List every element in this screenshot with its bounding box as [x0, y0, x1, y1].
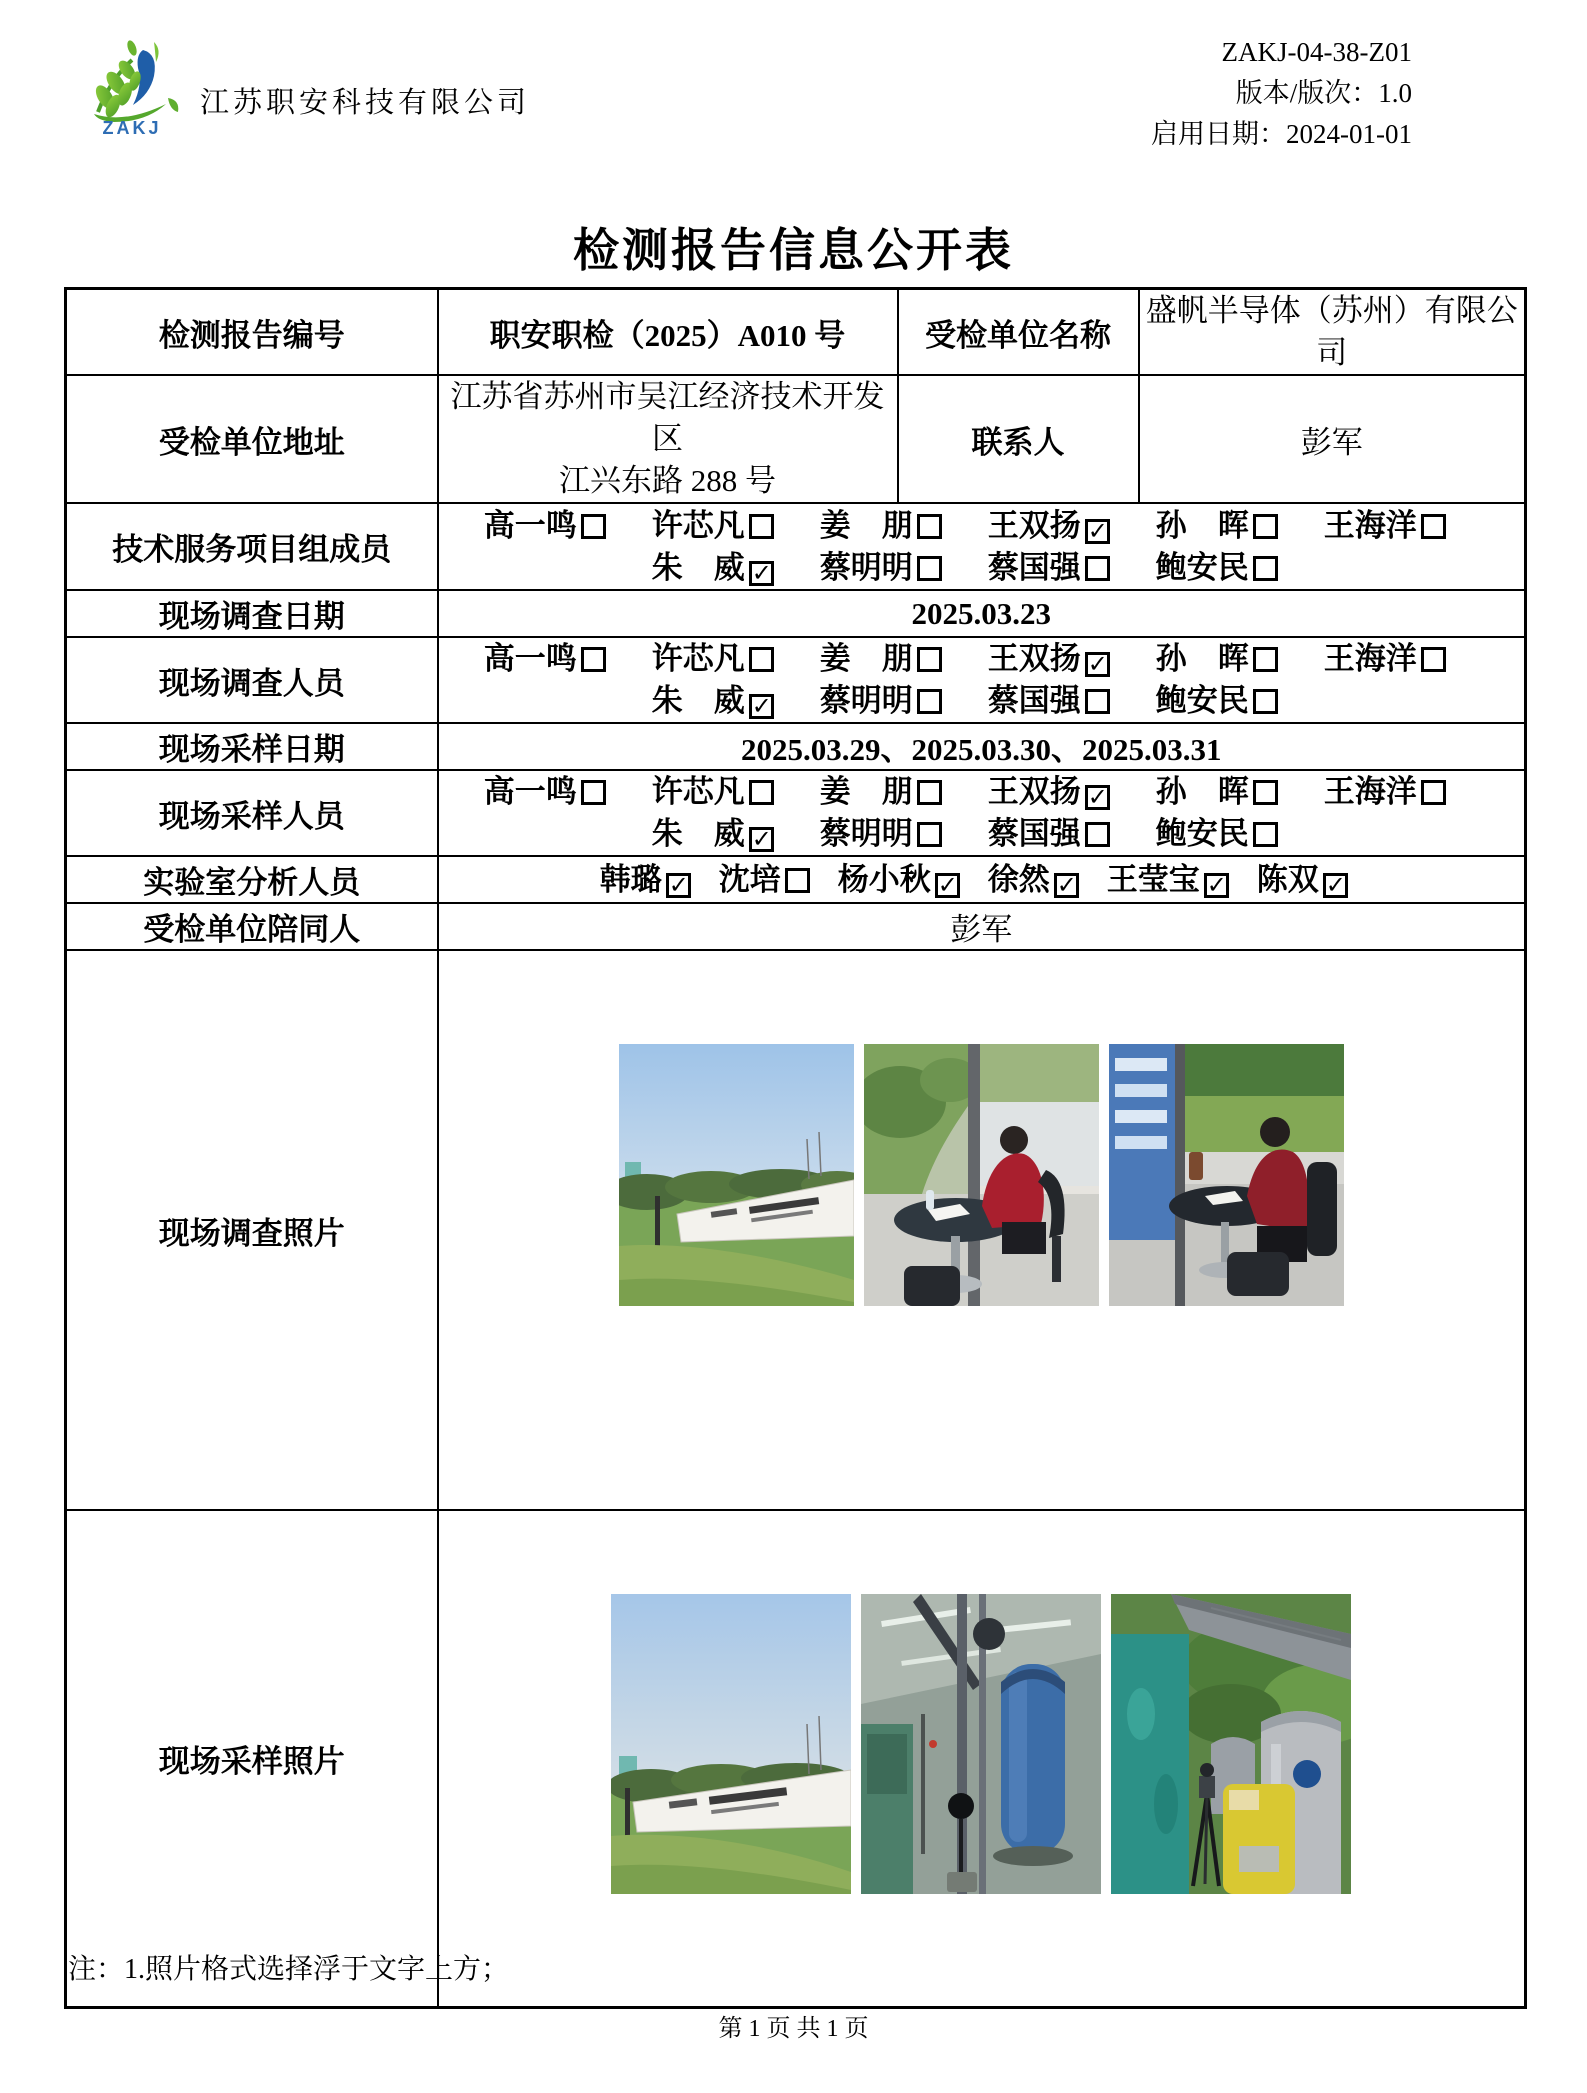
staff-member [988, 638, 1110, 680]
unchecked-checkbox [749, 647, 774, 672]
staff-member-name: 蔡明明 [819, 683, 913, 718]
photo-indoor-survey-interview-2 [1109, 1044, 1344, 1306]
staff-member [484, 505, 606, 547]
unchecked-checkbox [749, 780, 774, 805]
unchecked-checkbox [917, 689, 942, 714]
staff-member-name: 蔡明明 [819, 816, 913, 851]
contact-value: 彭军 [1139, 375, 1526, 503]
staff-member [1156, 638, 1278, 680]
staff-member [988, 547, 1110, 589]
unchecked-checkbox [1253, 514, 1278, 539]
doc-code: ZAKJ-04-38-Z01 [1221, 37, 1412, 67]
staff-member-name: 许芯凡 [651, 774, 745, 809]
sampling-photo-label: 现场采样照片 [66, 1510, 438, 2007]
table-row [66, 770, 1526, 856]
team-label: 技术服务项目组成员 [66, 503, 438, 590]
unchecked-checkbox [1253, 689, 1278, 714]
staff-member-name: 王海洋 [1323, 507, 1417, 543]
staff-member [820, 771, 942, 813]
checked-checkbox: ✓ [666, 873, 691, 898]
table-row [66, 903, 1526, 950]
survey-photo-label: 现场调查照片 [66, 950, 438, 1510]
photo-company-entrance-sign [619, 1044, 854, 1306]
unchecked-checkbox [1085, 822, 1110, 847]
staff-member-name: 鲍安民 [1155, 683, 1249, 718]
staff-member-name: 高一鸣 [483, 641, 577, 676]
staff-member [988, 813, 1110, 855]
unchecked-checkbox [1253, 822, 1278, 847]
document-meta [950, 32, 1412, 155]
accompany-label: 受检单位陪同人 [66, 903, 438, 950]
staff-member-name: 杨小秋 [837, 861, 931, 897]
table-row [66, 637, 1526, 723]
unchecked-checkbox [581, 780, 606, 805]
staff-member-name: 王莹宝 [1106, 861, 1200, 897]
table-row [66, 723, 1526, 770]
address-label: 受检单位地址 [66, 375, 438, 503]
staff-member-name: 高一鸣 [483, 507, 577, 543]
staff-member-name: 王双扬 [987, 507, 1081, 543]
staff-member-name: 朱 威 [651, 816, 745, 851]
staff-member [1257, 859, 1348, 901]
report-info-table [64, 287, 1527, 2009]
unchecked-checkbox [1253, 647, 1278, 672]
survey-staff-label: 现场调查人员 [66, 637, 438, 723]
staff-member [988, 505, 1110, 547]
staff-member-name: 许芯凡 [651, 641, 745, 676]
staff-member-name: 孙 晖 [1155, 641, 1249, 676]
staff-member [988, 859, 1079, 901]
unchecked-checkbox [1421, 514, 1446, 539]
checked-checkbox: ✓ [749, 827, 774, 852]
staff-member-name: 徐然 [987, 861, 1050, 897]
staff-member-name: 王双扬 [987, 774, 1081, 809]
company-logo-icon [80, 40, 190, 124]
contact-label: 联系人 [898, 375, 1139, 503]
footnote: 注：1.照片格式选择浮于文字上方； [68, 1954, 510, 1985]
photo-outdoor-tanks-sampling [1111, 1594, 1351, 1894]
table-row [66, 1510, 1526, 2007]
photo-boiler-room-sampling [861, 1594, 1101, 1894]
survey-staff-members [438, 637, 1526, 723]
staff-member [484, 771, 606, 813]
checked-checkbox: ✓ [1085, 652, 1110, 677]
checked-checkbox: ✓ [749, 561, 774, 586]
staff-member-name: 王海洋 [1323, 641, 1417, 676]
sampling-date-value: 2025.03.29、2025.03.30、2025.03.31 [438, 723, 1526, 770]
staff-member [484, 638, 606, 680]
staff-member-name: 朱 威 [651, 683, 745, 718]
staff-member-name: 沈培 [718, 861, 781, 897]
staff-member-name: 陈双 [1256, 861, 1319, 897]
photo-company-entrance-sign-2 [611, 1594, 851, 1894]
address-value: 江苏省苏州市吴江经济技术开发区 江兴东路 288 号 [438, 375, 898, 503]
staff-member-name: 许芯凡 [651, 507, 745, 543]
unchecked-checkbox [1085, 556, 1110, 581]
staff-member [1324, 771, 1446, 813]
team-members [438, 503, 1526, 590]
page-number: 第 1 页 共 1 页 [718, 2016, 869, 2042]
checked-checkbox: ✓ [1323, 873, 1348, 898]
survey-date-value: 2025.03.23 [438, 590, 1526, 637]
staff-member [652, 505, 774, 547]
unchecked-checkbox [917, 822, 942, 847]
staff-member [652, 547, 774, 589]
logo-zakj-text: ZAKJ [102, 118, 162, 138]
staff-member [820, 505, 942, 547]
staff-member-name: 朱 威 [651, 549, 745, 585]
staff-member [1156, 771, 1278, 813]
unchecked-checkbox [785, 868, 810, 893]
sampling-date-label: 现场采样日期 [66, 723, 438, 770]
staff-member-name: 王双扬 [987, 641, 1081, 676]
page-title: 检测报告信息公开表 [573, 225, 1014, 276]
staff-member [838, 859, 960, 901]
checked-checkbox: ✓ [1085, 785, 1110, 810]
staff-member-name: 韩璐 [599, 861, 662, 897]
staff-member-name: 蔡国强 [987, 816, 1081, 851]
table-row [66, 856, 1526, 903]
staff-member [988, 771, 1110, 813]
staff-member [1156, 813, 1278, 855]
doc-version: 版本/版次：1.0 [1235, 78, 1412, 108]
table-row [66, 375, 1526, 503]
staff-member [1324, 505, 1446, 547]
table-row [66, 503, 1526, 590]
unchecked-checkbox [917, 647, 942, 672]
survey-date-label: 现场调查日期 [66, 590, 438, 637]
report-no-value: 职安职检（2025）A010 号 [438, 289, 898, 376]
staff-member-name: 孙 晖 [1155, 774, 1249, 809]
staff-member-name: 蔡国强 [987, 683, 1081, 718]
staff-member [820, 680, 942, 722]
staff-member-name: 鲍安民 [1155, 549, 1249, 585]
unchecked-checkbox [581, 514, 606, 539]
unchecked-checkbox [581, 647, 606, 672]
survey-photos [438, 950, 1526, 1510]
unchecked-checkbox [917, 780, 942, 805]
staff-member-name: 孙 晖 [1155, 507, 1249, 543]
accompany-value: 彭军 [438, 903, 1526, 950]
unchecked-checkbox [917, 514, 942, 539]
staff-member [820, 813, 942, 855]
sampling-photos [438, 1510, 1526, 2007]
unchecked-checkbox [1085, 689, 1110, 714]
checked-checkbox: ✓ [1204, 873, 1229, 898]
staff-member [1156, 547, 1278, 589]
checked-checkbox: ✓ [1085, 519, 1110, 544]
checked-checkbox: ✓ [1054, 873, 1079, 898]
table-row [66, 590, 1526, 637]
staff-member [1107, 859, 1229, 901]
staff-member [719, 859, 810, 901]
checked-checkbox: ✓ [935, 873, 960, 898]
unchecked-checkbox [1421, 647, 1446, 672]
staff-member [1156, 505, 1278, 547]
staff-member-name: 姜 朋 [819, 507, 913, 543]
staff-member-name: 姜 朋 [819, 774, 913, 809]
lab-staff-members [438, 856, 1526, 903]
doc-date: 启用日期：2024-01-01 [1151, 119, 1412, 149]
unchecked-checkbox [1253, 556, 1278, 581]
unit-name-value: 盛帆半导体（苏州）有限公司 [1139, 289, 1526, 376]
report-no-label: 检测报告编号 [66, 289, 438, 376]
unchecked-checkbox [1253, 780, 1278, 805]
unit-name-label: 受检单位名称 [898, 289, 1139, 376]
sampling-staff-members [438, 770, 1526, 856]
staff-member [652, 813, 774, 855]
staff-member [600, 859, 691, 901]
staff-member [652, 771, 774, 813]
lab-staff-label: 实验室分析人员 [66, 856, 438, 903]
staff-member [820, 638, 942, 680]
staff-member-name: 蔡明明 [819, 549, 913, 585]
staff-member [820, 547, 942, 589]
unchecked-checkbox [1421, 780, 1446, 805]
staff-member [1324, 638, 1446, 680]
photo-indoor-survey-interview-1 [864, 1044, 1099, 1306]
staff-member [652, 638, 774, 680]
checked-checkbox: ✓ [749, 694, 774, 719]
staff-member-name: 鲍安民 [1155, 816, 1249, 851]
staff-member-name: 高一鸣 [483, 774, 577, 809]
unchecked-checkbox [917, 556, 942, 581]
staff-member [988, 680, 1110, 722]
staff-member-name: 蔡国强 [987, 549, 1081, 585]
staff-member [1156, 680, 1278, 722]
unchecked-checkbox [749, 514, 774, 539]
sampling-staff-label: 现场采样人员 [66, 770, 438, 856]
table-row [66, 950, 1526, 1510]
company-name: 江苏职安科技有限公司 [200, 87, 531, 119]
staff-member [652, 680, 774, 722]
table-row [66, 289, 1526, 376]
staff-member-name: 姜 朋 [819, 641, 913, 676]
staff-member-name: 王海洋 [1323, 774, 1417, 809]
